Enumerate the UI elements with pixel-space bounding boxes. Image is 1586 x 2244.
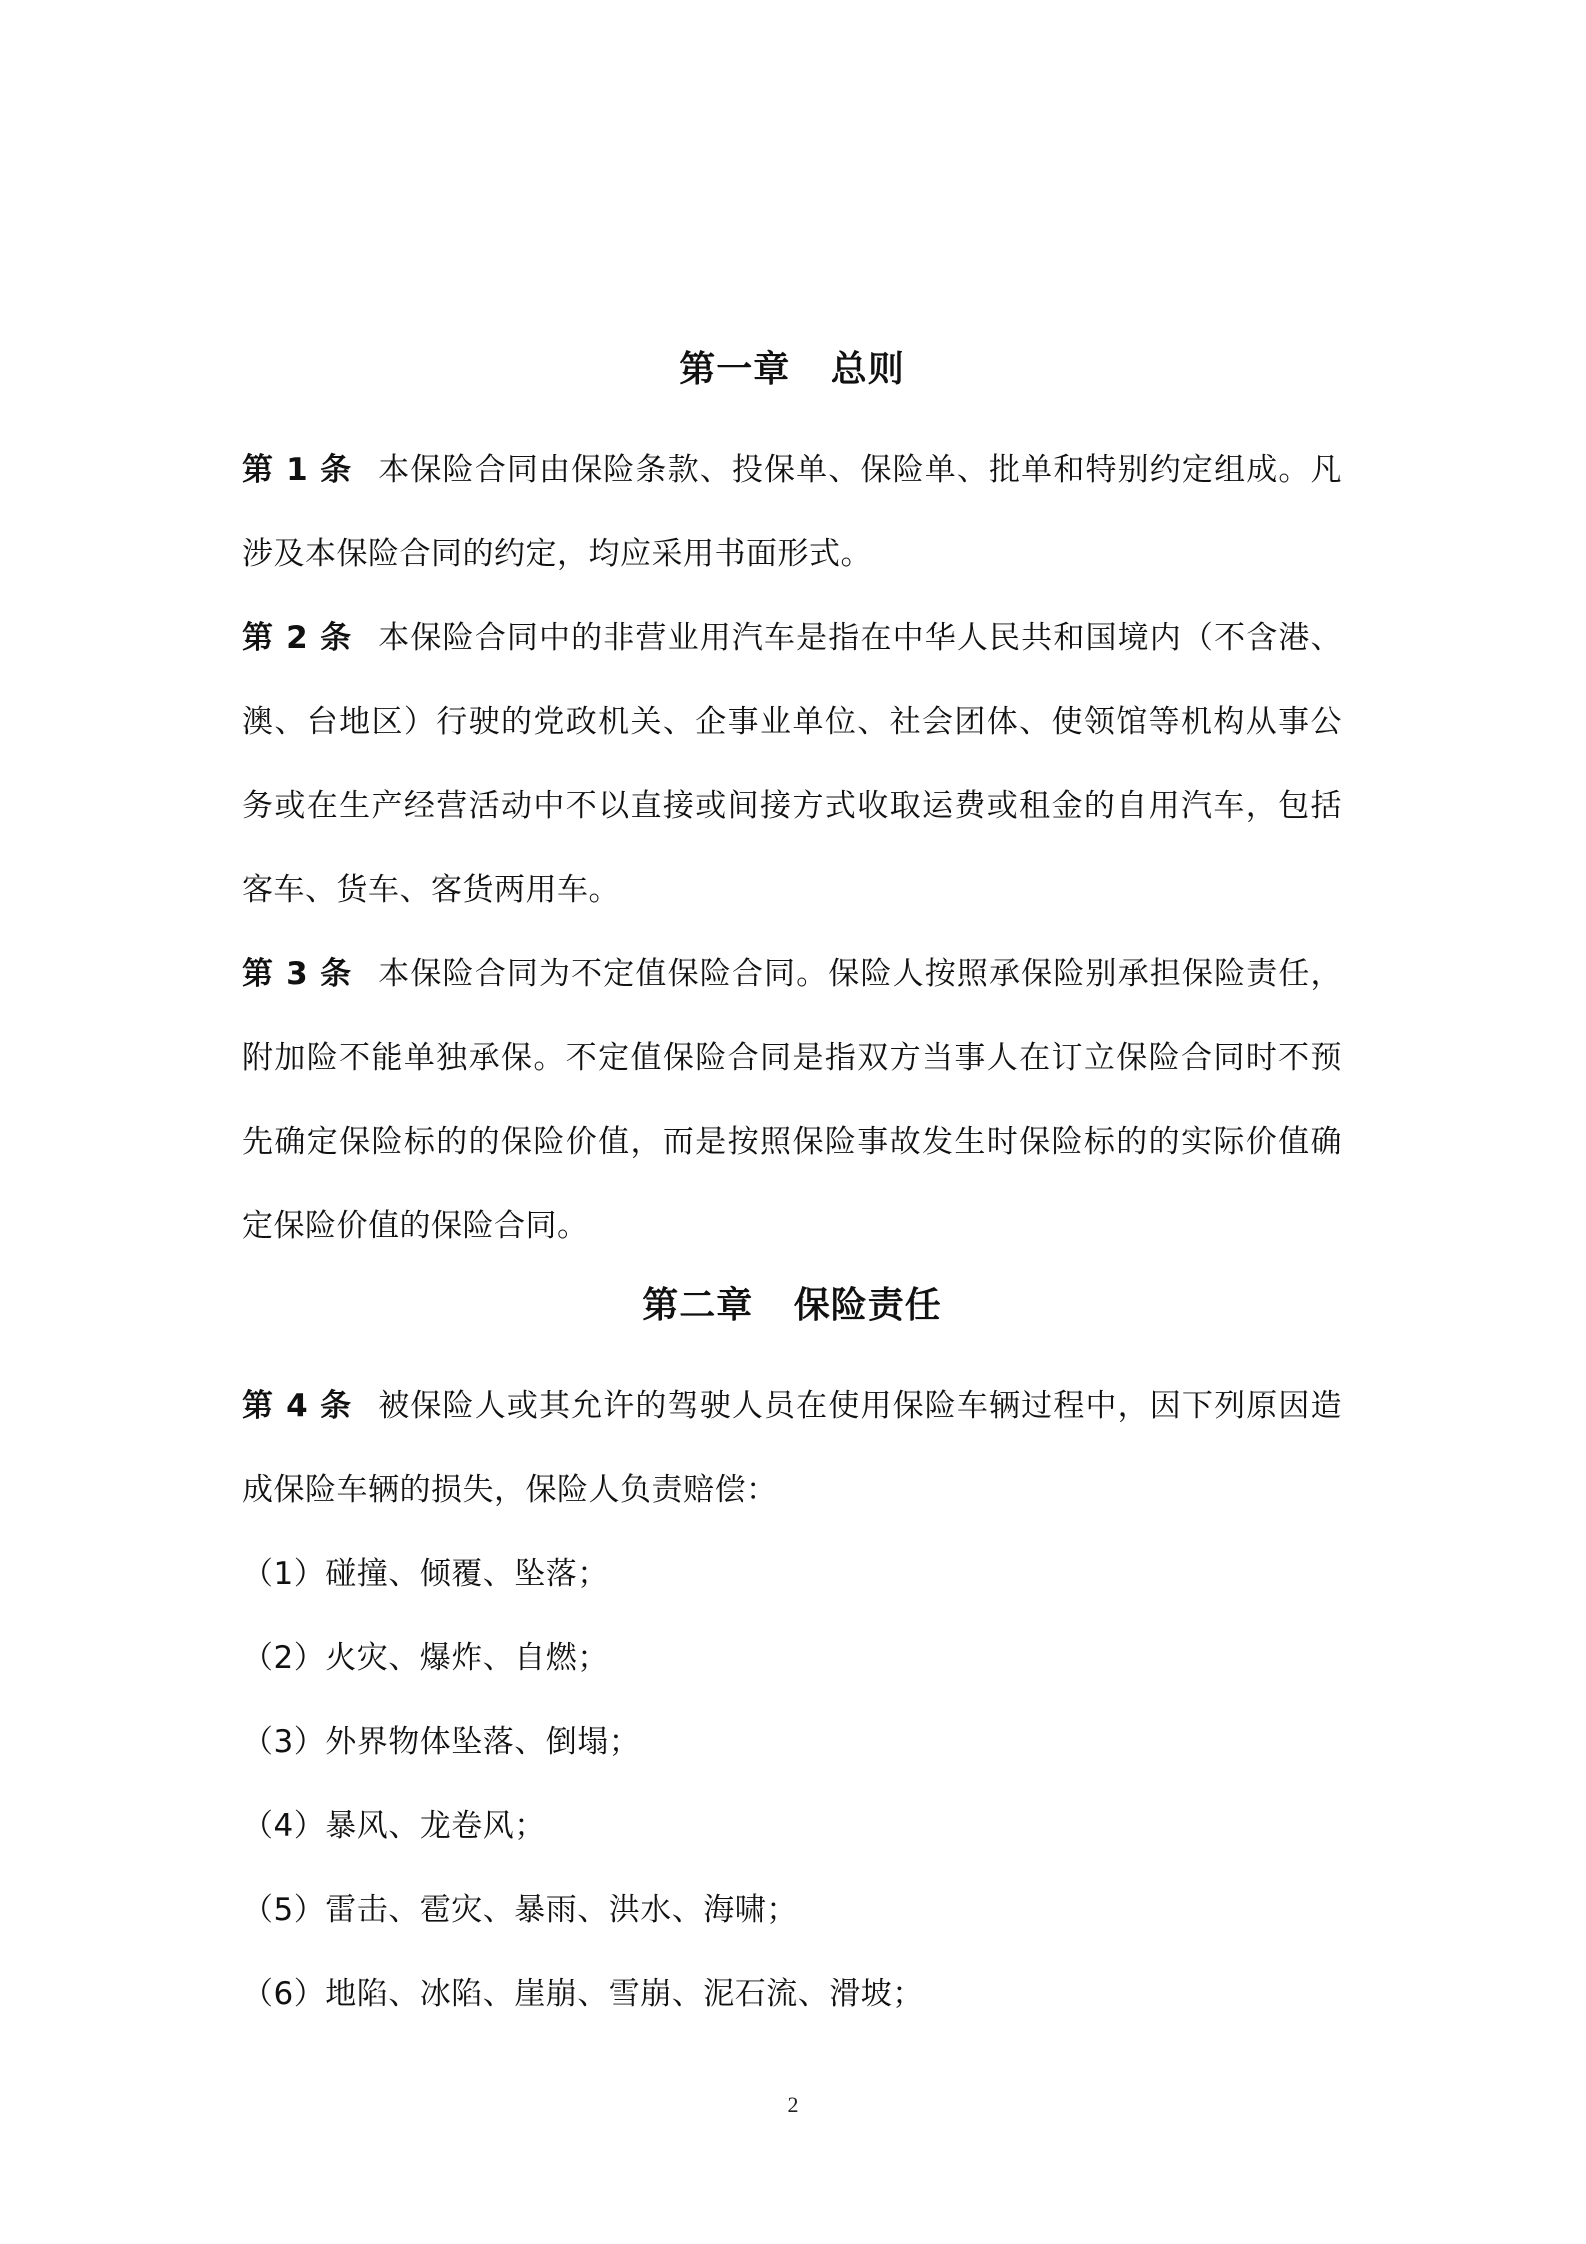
article-2 [242,596,1342,932]
page-content [242,340,1342,2036]
article-1 [242,428,1342,596]
list-item: （5）雷击、雹灾、暴雨、洪水、海啸； [242,1892,798,1928]
article-1-number: 第 1 条 [242,452,353,488]
article-1-text: 本保险合同由保险条款、投保单、保险单、批单和特别约定组成。凡涉及本保险合同的约定，均应采用书面形式。 [242,452,1343,572]
list-item: （3）外界物体坠落、倒塌； [242,1724,641,1760]
article-4 [242,1364,1342,1532]
article-4-number: 第 4 条 [242,1388,353,1424]
article-2-text: 本保险合同中的非营业用汽车是指在中华人民共和国境内（不含港、澳、台地区）行驶的党政机关、企事业单位、社会团体、使领馆等机构从事公务或在生产经营活动中不以直接或间接方式收取运费或租金的自用汽车，包括客车、货车、客货两用车。 [242,620,1343,908]
article-2-number: 第 2 条 [242,620,353,656]
article-3-text: 本保险合同为不定值保险合同。保险人按照承保险别承担保险责任，附加险不能单独承保。不定值保险合同是指双方当事人在订立保险合同时不预先确定保险标的的保险价值，而是按照保险事故发生时保险标的的实际价值确定保险价值的保险合同。 [242,956,1343,1244]
list-item: （4）暴风、龙卷风； [242,1808,546,1844]
list-item: （2）火灾、爆炸、自燃； [242,1640,609,1676]
article-3 [242,932,1342,1268]
chapter-1-title: 第一章 总则 [679,349,905,390]
article-4-text: 被保险人或其允许的驾驶人员在使用保险车辆过程中，因下列原因造成保险车辆的损失，保险人负责赔偿： [242,1388,1343,1508]
list-item: （1）碰撞、倾覆、坠落； [242,1556,609,1592]
list-item: （6）地陷、冰陷、崖崩、雪崩、泥石流、滑坡； [242,1976,924,2012]
chapter-2-title: 第二章 保险责任 [642,1285,942,1326]
page-number: 2 [787,2092,799,2117]
article-3-number: 第 3 条 [242,956,353,992]
